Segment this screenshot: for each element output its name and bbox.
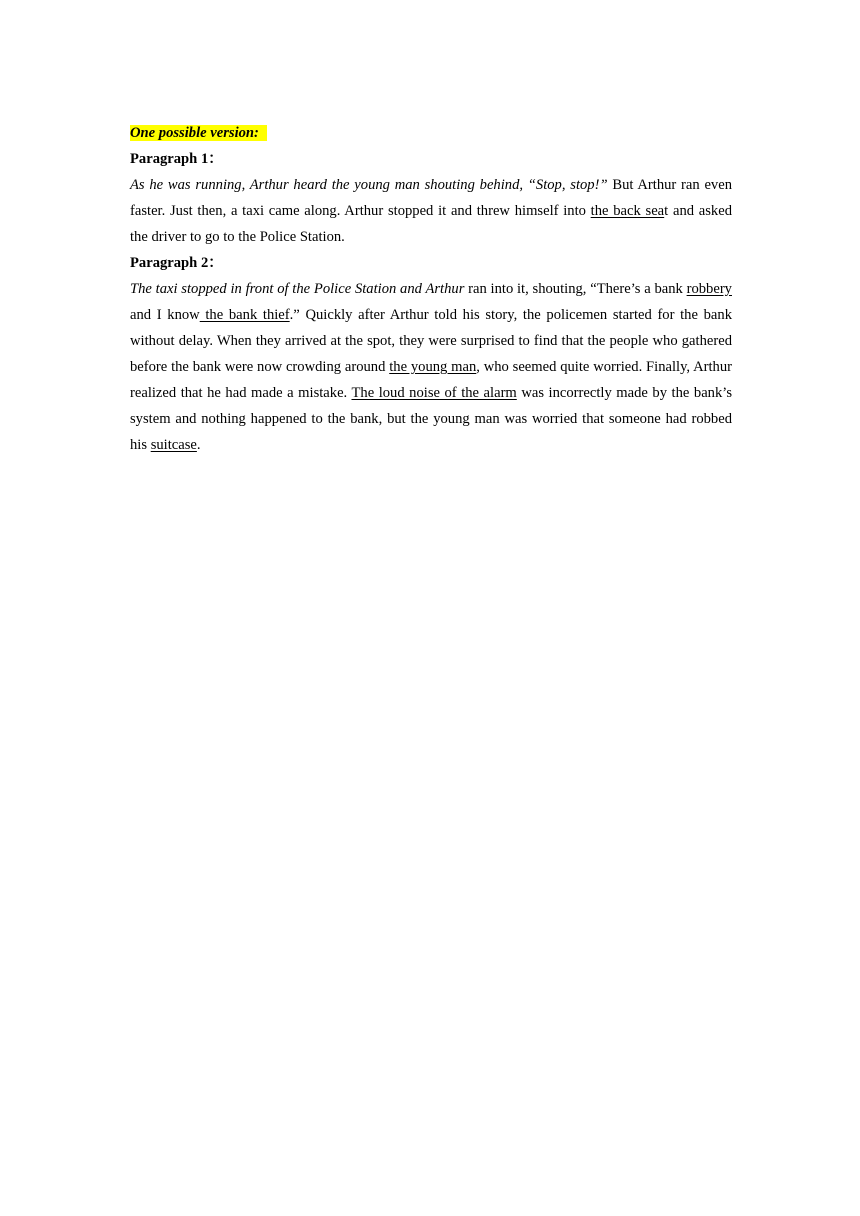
paragraph1-text-segment: t and asked the driver to go to the Police Station. [130, 203, 733, 245]
paragraph1-heading: Paragraph 1： [130, 151, 223, 167]
paragraph2-text-segment: robbery [686, 281, 732, 297]
paragraph2-text-segment: ran into it, shouting, “There’s a bank [464, 281, 687, 297]
version-label: One possible version: [130, 125, 267, 141]
paragraph2-text-segment: was incorrectly made by the bank’s system and nothing happened to the bank, but the young man was worried that someone had robbed his [130, 385, 733, 453]
document-page [130, 120, 732, 458]
paragraph2-text-segment: the young man [389, 359, 477, 375]
paragraph2-text-segment: The loud noise of the alarm [351, 385, 517, 401]
paragraph2-body [130, 276, 732, 458]
version-heading [130, 120, 732, 146]
paragraph2-text-segment: . [196, 437, 201, 453]
paragraph1-text-segment: the back sea [590, 203, 665, 219]
paragraph2-text-segment: and I know [130, 307, 200, 323]
paragraph2-text-segment: The taxi stopped in front of the Police Station and Arthur [130, 281, 465, 297]
paragraph2-text-segment: .” Quickly after Arthur told his story, the policemen started for the bank without delay. When they arrived at the spot, they were surprised to find that the people who gathered before the bank were now crowding around [130, 307, 732, 375]
paragraph2-text-segment: suitcase [150, 437, 197, 453]
paragraph1-body [130, 172, 732, 250]
paragraph2-heading: Paragraph 2： [130, 255, 223, 271]
paragraph1-text-segment: As he was running, Arthur heard the young man shouting behind, “Stop, stop!” [130, 177, 608, 193]
paragraph2-text-segment: , who seemed quite worried. Finally, Arthur realized that he had made a mistake. [130, 359, 732, 401]
paragraph2-text-segment: the bank thief [199, 307, 290, 323]
paragraph1-text-segment: But Arthur ran even faster. Just then, a taxi came along. Arthur stopped it and threw himself into [130, 177, 733, 219]
